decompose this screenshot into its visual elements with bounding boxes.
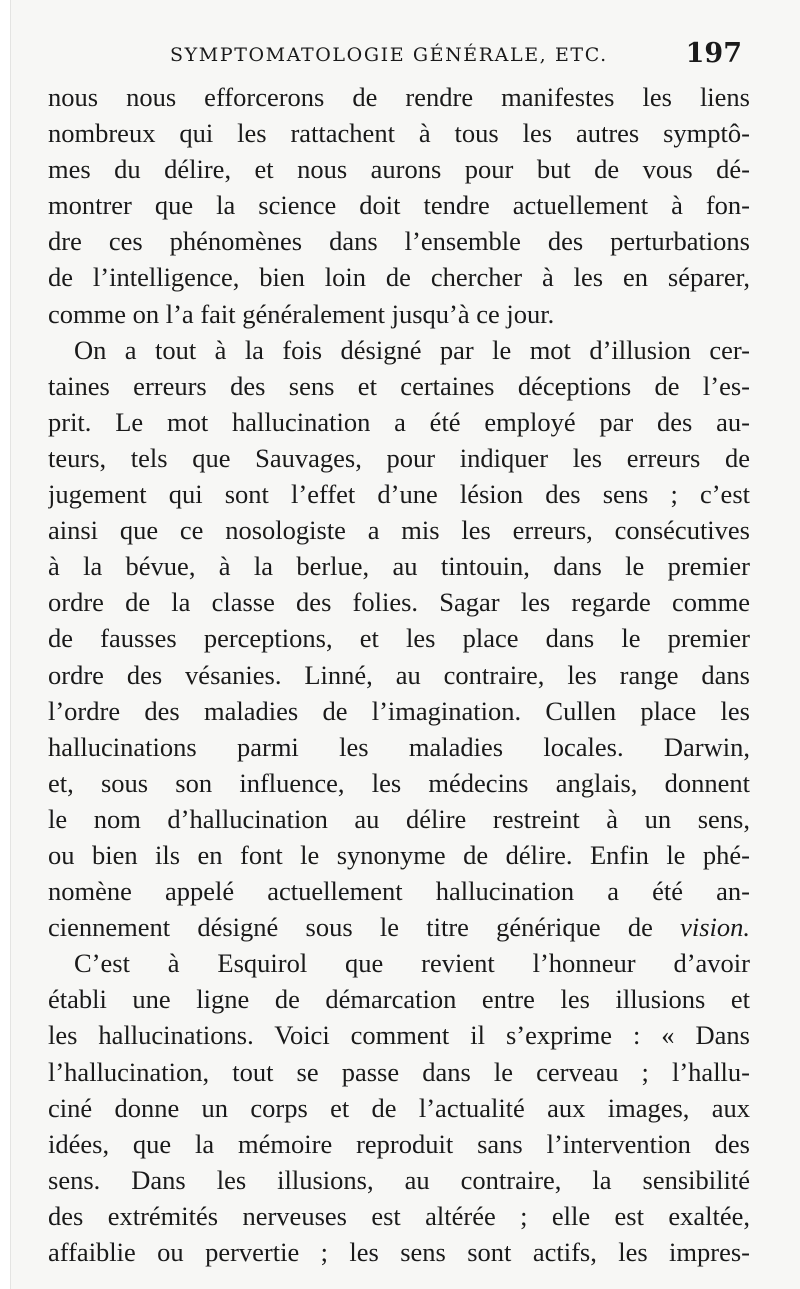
page-gutter-edge — [0, 0, 11, 1289]
running-head: SYMPTOMATOLOGIE GÉNÉRALE, ETC. — [170, 44, 608, 66]
text-line: taines erreurs des sens et certaines déceptions de l’es- — [48, 370, 750, 401]
text-line: ciné donne un corps et de l’actualité aux images, aux — [48, 1092, 750, 1123]
text-line-with-italic — [48, 909, 750, 945]
text-line: nombreux qui les rattachent à tous les autres symptô- — [48, 118, 750, 149]
text-line: de l’intelligence, bien loin de chercher à les en séparer, — [48, 262, 750, 293]
text-line: ordre des vésanies. Linné, au contraire, les range dans — [48, 659, 750, 690]
text-line: sens. Dans les illusions, au contraire, la sensibilité — [48, 1164, 750, 1195]
text-line: C’est à Esquirol que revient l’honneur d’avoir — [74, 948, 750, 979]
text-line: On a tout à la fois désigné par le mot d’illusion cer- — [74, 334, 750, 365]
text-line: mes du délire, et nous aurons pour but de vous dé- — [48, 154, 750, 185]
text-line: à la bévue, à la berlue, au tintouin, dans le premier — [48, 551, 750, 582]
text-line: nous nous efforcerons de rendre manifestes les liens — [48, 82, 750, 112]
text-line: ainsi que ce nosologiste a mis les erreurs, consécutives — [48, 515, 750, 546]
text-line: prit. Le mot hallucination a été employé par des au- — [48, 406, 750, 437]
text-line: établi une ligne de démarcation entre les illusions et — [48, 984, 750, 1015]
italic-word: vision. — [680, 912, 750, 943]
text-line: et, sous son influence, les médecins anglais, donnent — [48, 767, 750, 798]
text-line: comme on l’a fait généralement jusqu’à ce jour. — [48, 298, 555, 329]
text-line: dre ces phénomènes dans l’ensemble des perturbations — [48, 226, 750, 257]
text-line: affaiblie ou pervertie ; les sens sont actifs, les impres- — [48, 1237, 750, 1267]
text-line: hallucinations parmi les maladies locales. Darwin, — [48, 731, 750, 762]
text-line: les hallucinations. Voici comment il s’exprime : « Dans — [48, 1020, 750, 1051]
text-line: l’ordre des maladies de l’imagination. Cullen place les — [48, 695, 750, 726]
page-number: 197 — [685, 38, 742, 69]
text-line: teurs, tels que Sauvages, pour indiquer les erreurs de — [48, 442, 750, 473]
text-line: le nom d’hallucination au délire restreint à un sens, — [48, 803, 750, 834]
text-line: l’hallucination, tout se passe dans le cerveau ; l’hallu- — [48, 1056, 750, 1087]
text-line: ou bien ils en font le synonyme de délire. Enfin le phé- — [48, 839, 750, 870]
text-line: idées, que la mémoire reproduit sans l’intervention des — [48, 1128, 750, 1159]
text-line: nomène appelé actuellement hallucination a été an- — [48, 876, 750, 907]
text-line: ordre de la classe des folies. Sagar les regarde comme — [48, 587, 750, 618]
text-line: jugement qui sont l’effet d’une lésion des sens ; c’est — [48, 479, 750, 510]
page-header — [48, 36, 748, 76]
body-text — [48, 79, 750, 1270]
text-line: montrer que la science doit tendre actuellement à fon- — [48, 190, 750, 221]
text-line: de fausses perceptions, et les place dans le premier — [48, 623, 750, 654]
text-line: des extrémités nerveuses est altérée ; elle est exaltée, — [48, 1200, 750, 1231]
text-line-part: ciennement désigné sous le titre générique de — [48, 912, 653, 943]
